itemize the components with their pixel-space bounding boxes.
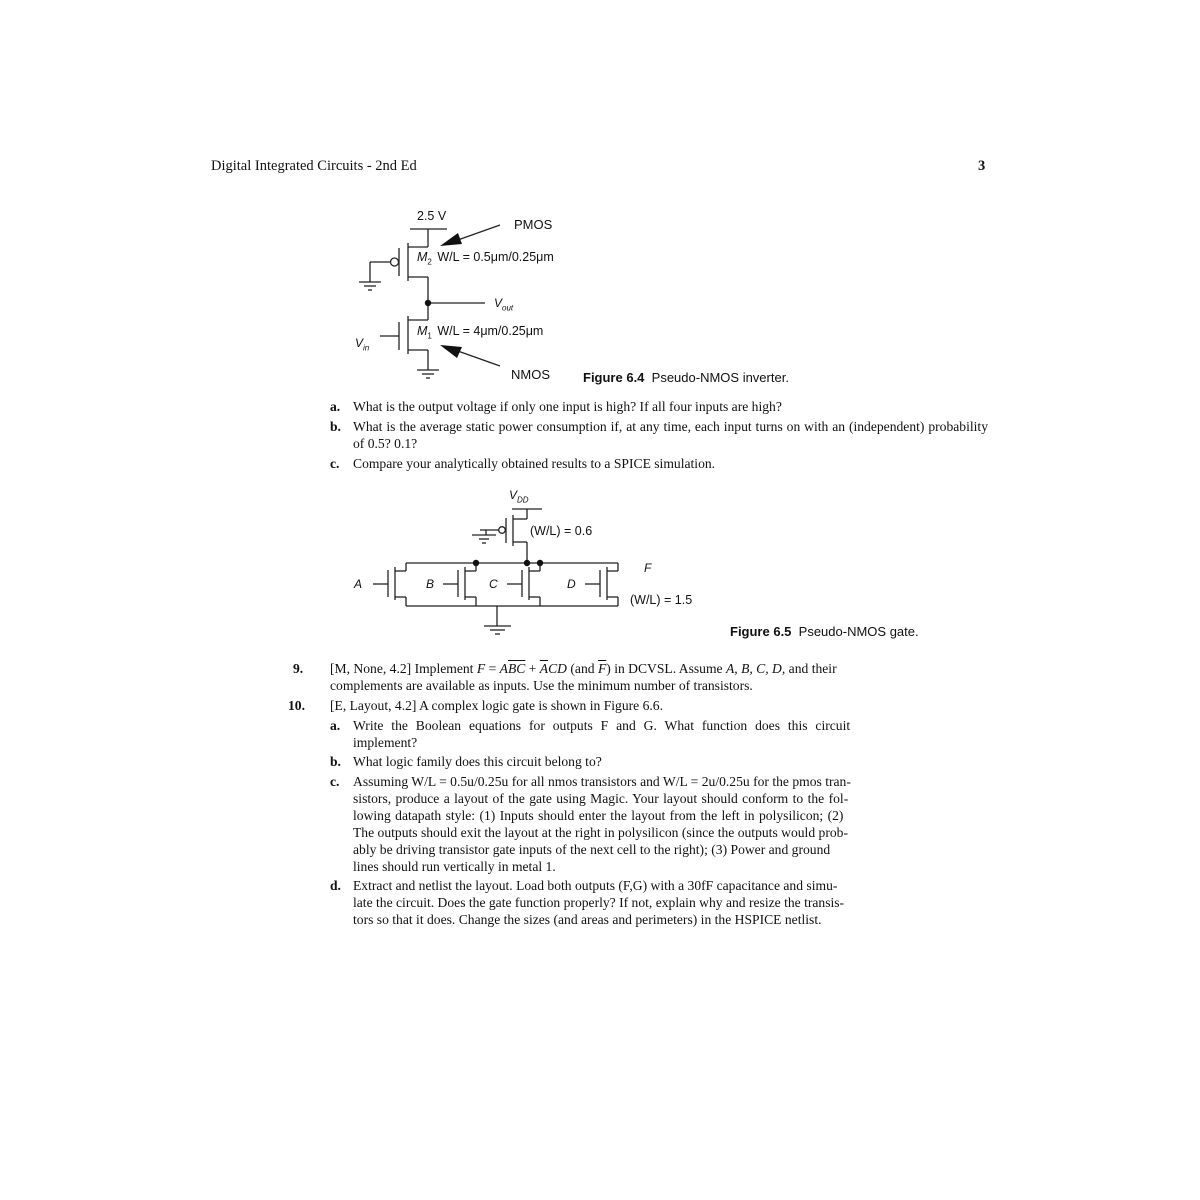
question-text-line: late the circuit. Does the gate function properly? If not, explain why and resize the transis- [353,895,845,910]
question-text-line: lines should run vertically in metal 1. [353,859,556,874]
m1-label [417,324,543,341]
input-b-label: B [426,577,435,591]
question-text: Compare your analytically obtained results to a SPICE simulation. [353,456,716,471]
question-text-line: The outputs should exit the layout at the right in polysilicon (since the outputs would prob- [353,825,848,840]
question-text-line: ably be driving transistor gate inputs of the next cell to the right); (3) Power and ground [353,842,831,857]
question-text: What is the average static power consumption if, at any time, each input turns on with an (independent) probability of 0.5? 0.1? [353,419,988,451]
question-text-line: Write the Boolean equations for outputs F and G. What function does this circuit [353,718,851,733]
question-text-line: implement? [353,735,418,750]
junction-dot [537,560,543,566]
m2-size: W/L = 0.5μm/0.25μm [437,250,554,264]
eq-f: F [476,661,486,676]
caption-label: Figure 6.5 [730,624,792,639]
question-text: What is the output voltage if only one input is high? If all four inputs are high? [353,399,782,414]
nmos-arrow-head [440,345,462,358]
nmos-label: NMOS [511,367,550,382]
question-label: a. [330,718,341,733]
problem-10-intro: [E, Layout, 4.2] A complex logic gate is shown in Figure 6.6. [330,698,663,713]
text-segment: ) in DCVSL. Assume [606,661,726,676]
m1-size: W/L = 4μm/0.25μm [437,324,544,338]
pmos-label: PMOS [514,217,553,232]
vin-main: V [355,336,364,350]
supply-label: 2.5 V [417,209,447,223]
page-number: 3 [978,158,986,174]
eq-f-bar: $\overline{F}$ [597,661,607,676]
caption-label: Figure 6.4 [583,370,645,385]
vout-label [494,296,513,312]
eq-cd: CD [548,661,567,676]
input-c-label: C [489,577,498,591]
question-label: b. [330,754,341,769]
m1-name: M [417,324,428,338]
question-text-line: tors so that it does. Change the sizes (and areas and perimeters) in the HSPICE netlist. [353,912,822,927]
question-text-line: Extract and netlist the layout. Load both outputs (F,G) with a 30fF capacitance and simu- [353,878,838,893]
eq-sign: = [485,661,500,676]
eq-a-bar: $\overline{A}$ [539,661,549,676]
eq-plus: + [525,661,540,676]
nmos-arrow-line [455,350,500,366]
problem-9-line-2: complements are available as inputs. Use the minimum number of transistors. [330,678,753,693]
pmos-arrow-head [440,233,462,246]
problem-number: 10. [288,698,305,713]
vdd-sub: DD [517,495,529,505]
variables: A, B, C, D, [725,661,786,676]
eq-a: A [499,661,508,676]
pulldown-size: (W/L) = 1.5 [630,593,693,607]
figure-6-5-caption [730,624,919,639]
pullup-size: (W/L) = 0.6 [530,524,593,538]
pmos-bubble [391,258,399,266]
junction-dot [524,560,530,566]
problem-9-line-1 [330,660,990,677]
vin-label [355,336,369,352]
junction-dot [473,560,479,566]
eq-bc-bar: $\overline{BC}$ [507,661,526,676]
question-text: What logic family does this circuit belong to? [353,754,602,769]
vout-node [425,300,431,306]
question-text-line: sistors, produce a layout of the gate using Magic. Your layout should conform to the fol- [353,791,849,806]
question-label: b. [330,419,341,434]
m2-name: M [417,250,428,264]
caption-text: Pseudo-NMOS inverter. [651,370,789,385]
text-segment: (and [567,661,598,676]
question-text-line: Assuming W/L = 0.5u/0.25u for all nmos transistors and W/L = 2u/0.25u for the pmos tran- [353,774,851,789]
input-d-label: D [567,577,576,591]
vout-main: V [494,296,503,310]
m2-label [417,250,554,267]
figure-6-4-caption [583,370,789,385]
vout-sub: out [502,303,514,313]
vdd-label [509,488,529,504]
problem-number: 9. [293,661,304,676]
vdd-main: V [509,488,518,502]
running-title: Digital Integrated Circuits - 2nd Ed [211,158,417,174]
text-segment: [M, None, 4.2] Implement [330,661,477,676]
question-text-line: lowing datapath style: (1) Inputs should enter the layout from the left in polysilicon; (2) [353,808,844,823]
vin-sub: in [363,343,370,353]
output-f-label: F [644,561,652,575]
question-label: d. [330,878,341,893]
caption-text: Pseudo-NMOS gate. [798,624,919,639]
m1-sub: 1 [427,331,432,341]
input-a-label: A [354,577,363,591]
m2-sub: 2 [427,257,432,267]
text-segment: and their [785,661,837,676]
question-label: a. [330,399,341,414]
question-label: c. [330,456,340,471]
question-label: c. [330,774,340,789]
pmos-arrow-line [455,225,500,241]
